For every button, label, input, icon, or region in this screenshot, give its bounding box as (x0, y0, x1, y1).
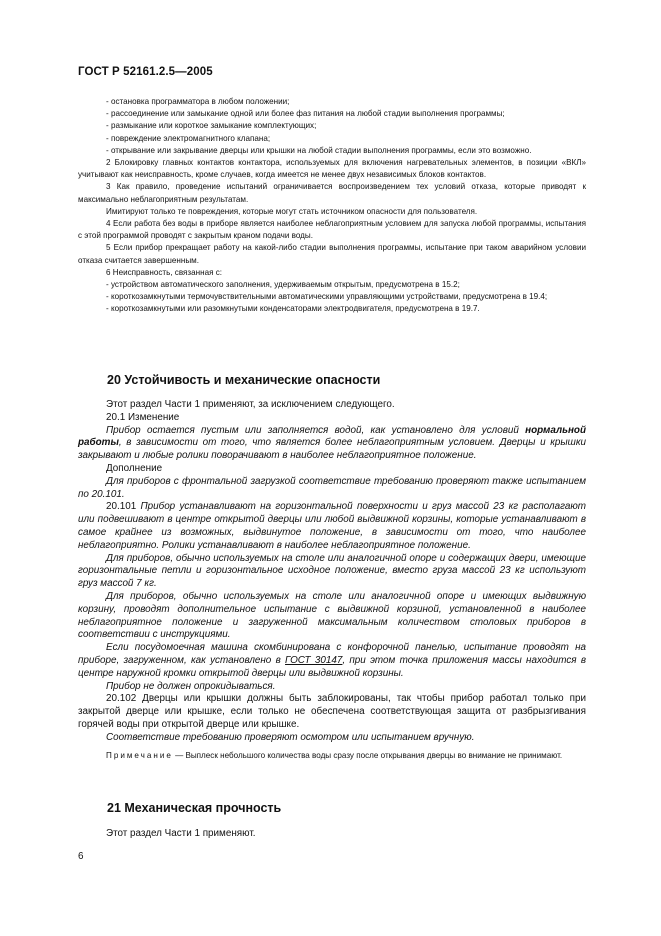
term-bold: нормальной работы (78, 424, 586, 449)
paragraph: Соответствие требованию проверяют осмотром или испытанием вручную. (106, 731, 475, 743)
text-run: , при этом точка приложения массы находится в центре наружной кромки открытой дверцы или выдвижной корзины. (78, 654, 586, 679)
note-text: — Выплеск небольшого количества воды сразу после открывания дверцы во внимание не принимают. (172, 751, 563, 760)
paragraph: Для приборов с фронтальной загрузкой соответствие требованию проверяют также испытанием по 20.101. (78, 475, 586, 500)
paragraph: Для приборов, обычно используемых на столе или аналогичной опоре и содержащих двери, имеющие горизонтальные петли и горизонтальное исходное положение, вместо груза массой 23 кг используют груз массой 7 кг. (78, 552, 586, 590)
paragraph (78, 642, 586, 680)
list-item: - устройством автоматического заполнения, удерживаемым открытым, предусмотрена в 15.2; (106, 280, 460, 290)
note-paragraph: 4 Если работа без воды в приборе является наиболее неблагоприятным условием для запуска любой программы, испытания с этой программой проводят с закрытым краном подачи воды. (78, 219, 586, 241)
text-run: Прибор остается пустым или заполняется водой, как установлено для условий (106, 424, 526, 436)
list-item: - короткозамкнутыми или разомкнутыми конденсаторами электродвигателя, предусмотрена в 19.7. (106, 304, 480, 314)
list-item: - открывание или закрывание дверцы или крышки на любой стадии выполнения программы, если это возможно. (106, 145, 532, 155)
text-run: , в зависимости от того, что является более неблагоприятным условием. Дверцы и крышки закрывают и любые ролики поворачивают в наиболее неблагоприятное положение. (78, 437, 586, 462)
note-label: Примечание (106, 751, 173, 760)
note-paragraph: 5 Если прибор прекращает работу на какой-либо стадии выполнения программы, испытание при таком аварийном условии отказа считается завершенным. (78, 243, 586, 265)
text-run: Если посудомоечная машина скомбинирована с конфорочной панелью, испытание проводят на приборе, загруженном, как установлено в (78, 642, 586, 666)
page-number: 6 (78, 851, 84, 862)
note-paragraph: 3 Как правило, проведение испытаний ограничивается воспроизведением тех условий отказа, которые приводят к максимально неблагоприятным результатам. (78, 182, 586, 204)
paragraph: Прибор не должен опрокидываться. (106, 680, 276, 692)
note-paragraph: 6 Неисправность, связанная с: (106, 267, 223, 277)
list-item: - повреждение электромагнитного клапана; (106, 133, 271, 143)
paragraph-20-102: 20.102 Дверцы или крышки должны быть заблокированы, так чтобы прибор работал только при закрытой дверце или крышке, если только не обеспечена соответствующая защита от разбрызгивания горячей воды при открытой дверце или крышке. (78, 693, 586, 730)
list-item: - остановка программатора в любом положении; (106, 97, 290, 106)
notes-block (78, 96, 586, 316)
text-run: Прибор устанавливают на горизонтальной поверхности и груз массой 23 кг располагают или подвешивают в центре открытой дверцы или любой выдвижной корзины, которые устанавливают в самое крайнее из возможных, выдвинутое положение, в зависимости от того, что наиболее неблагоприятно. Ролики устанавливают в наиболее неблагоприятное положение. (78, 501, 586, 551)
subsection-heading: Дополнение (106, 462, 163, 474)
clause-number: 20.101 (106, 501, 141, 513)
section-20-body (78, 399, 586, 745)
section-intro: Этот раздел Части 1 применяют. (106, 828, 256, 839)
list-item: - короткозамкнутыми термочувствительными автоматическими управляющими устройствами, предусмотрена в 19.4; (106, 292, 548, 302)
paragraph-20-1 (78, 425, 586, 463)
note-paragraph: 2 Блокировку главных контактов контактора, используемых для включения нагревательных элементов, в позиции «ВКЛ» учитывают как неисправность, кроме случаев, когда имеется не менее двух независимых блоков контактов. (78, 158, 586, 180)
section-20-title: 20 Устойчивость и механические опасности (107, 373, 381, 387)
subsection-heading: 20.1 Изменение (106, 411, 180, 423)
note (78, 750, 586, 762)
section-21-title: 21 Механическая прочность (107, 801, 282, 815)
standard-link[interactable]: ГОСТ 30147 (285, 654, 343, 666)
section-21-body (78, 828, 586, 841)
section-intro: Этот раздел Части 1 применяют, за исключением следующего. (106, 399, 395, 410)
paragraph-20-101 (78, 501, 586, 552)
list-item: - рассоединение или замыкание одной или более фаз питания на любой стадии выполнения программы; (106, 109, 505, 119)
document-header: ГОСТ Р 52161.2.5—2005 (78, 66, 213, 78)
note-paragraph: Имитируют только те повреждения, которые могут стать источником опасности для пользователя. (106, 206, 478, 216)
paragraph: Для приборов, обычно используемых на столе или аналогичной опоре и имеющих выдвижную корзину, проводят дополнительное испытание с выдвижной корзиной, установленной в наиболее неблагоприятное положение и загруженной максимальным количеством столовых приборов в соответствии с инструкциями. (78, 590, 586, 641)
list-item: - размыкание или короткое замыкание комплектующих; (106, 121, 317, 131)
